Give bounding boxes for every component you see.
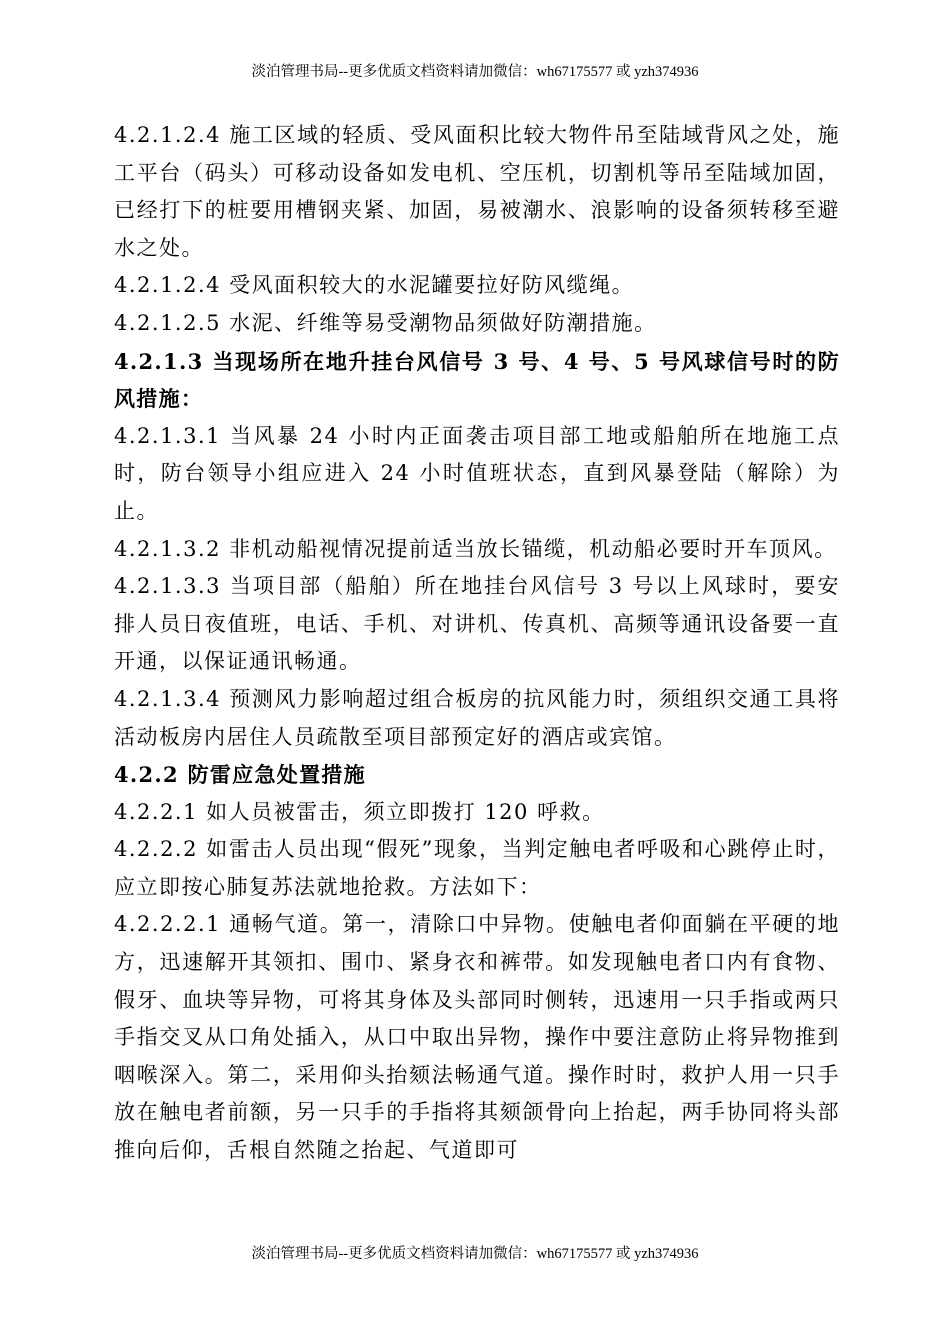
paragraph-4-2-1-3-1: 4.2.1.3.1 当风暴 24 小时内正面袭击项目部工地或船舶所在地施工点时，防台领导小组应进入 24 小时值班状态，直到风暴登陆（解除）为止。 [114,423,840,523]
heading-4-2-2-lightning: 4.2.2 防雷应急处置措施 [114,762,366,788]
paragraph-4-2-1-2-4-cement-tank: 4.2.1.2.4 受风面积较大的水泥罐要拉好防风缆绳。 [114,273,635,298]
paragraph-4-2-1-2-5-moisture: 4.2.1.2.5 水泥、纤维等易受潮物品须做好防潮措施。 [114,310,657,335]
heading-4-2-1-3-typhoon-signal: 4.2.1.3 当现场所在地升挂台风信号 3 号、4 号、5 号风球信号时的防风措施： [114,348,840,412]
paragraph-4-2-1-3-4: 4.2.1.3.4 预测风力影响超过组合板房的抗风能力时，须组织交通工具将活动板房内居住人员疏散至项目部预定好的酒店或宾馆。 [114,686,840,749]
paragraph-4-2-2-2-1: 4.2.2.2.1 通畅气道。第一，清除口中异物。使触电者仰面躺在平硬的地方，迅速解开其领扣、围巾、紧身衣和裤带。如发现触电者口内有食物、假牙、血块等异物，可将其身体及头部同时侧转，迅速用一只手指或两只手指交叉从口角处插入，从口中取出异物，操作中要注意防止将异物推到咽喉深入。第二，采用仰头抬颏法畅通气道。操作时时，救护人用一只手放在触电者前额，另一只手的手指将其颏颌骨向上抬起，两手协同将头部推向后仰，舌根自然随之抬起、气道即可 [114,912,840,1163]
paragraph-4-2-1-3-3: 4.2.1.3.3 当项目部（船舶）所在地挂台风信号 3 号以上风球时，要安排人员日夜值班，电话、手机、对讲机、传真机、高频等通讯设备要一直开通，以保证通讯畅通。 [114,574,840,674]
paragraph-4-2-2-2: 4.2.2.2 如雷击人员出现“假死”现象，当判定触电者呼吸和心跳停止时，应立即按心肺复苏法就地抢救。方法如下： [114,837,840,899]
page-header: 淡泊管理书局--更多优质文档资料请加微信：wh67175577 或 yzh374936 [251,64,699,80]
paragraph-4-2-1-3-2: 4.2.1.3.2 非机动船视情况提前适当放长锚缆，机动船必要时开车顶风。 [114,536,837,561]
page-footer: 淡泊管理书局--更多优质文档资料请加微信：wh67175577 或 yzh374936 [251,1246,699,1262]
document-body [114,117,840,1170]
paragraph-4-2-2-1: 4.2.2.1 如人员被雷击，须立即拨打 120 呼救。 [114,799,605,824]
paragraph-4-2-1-2-4-lightweight-items: 4.2.1.2.4 施工区域的轻质、受风面积比较大物件吊至陆域背风之处，施工平台（码头）可移动设备如发电机、空压机，切割机等吊至陆域加固，已经打下的桩要用槽钢夹紧、加固，易被潮水、浪影响的设备须转移至避水之处。 [114,123,840,260]
